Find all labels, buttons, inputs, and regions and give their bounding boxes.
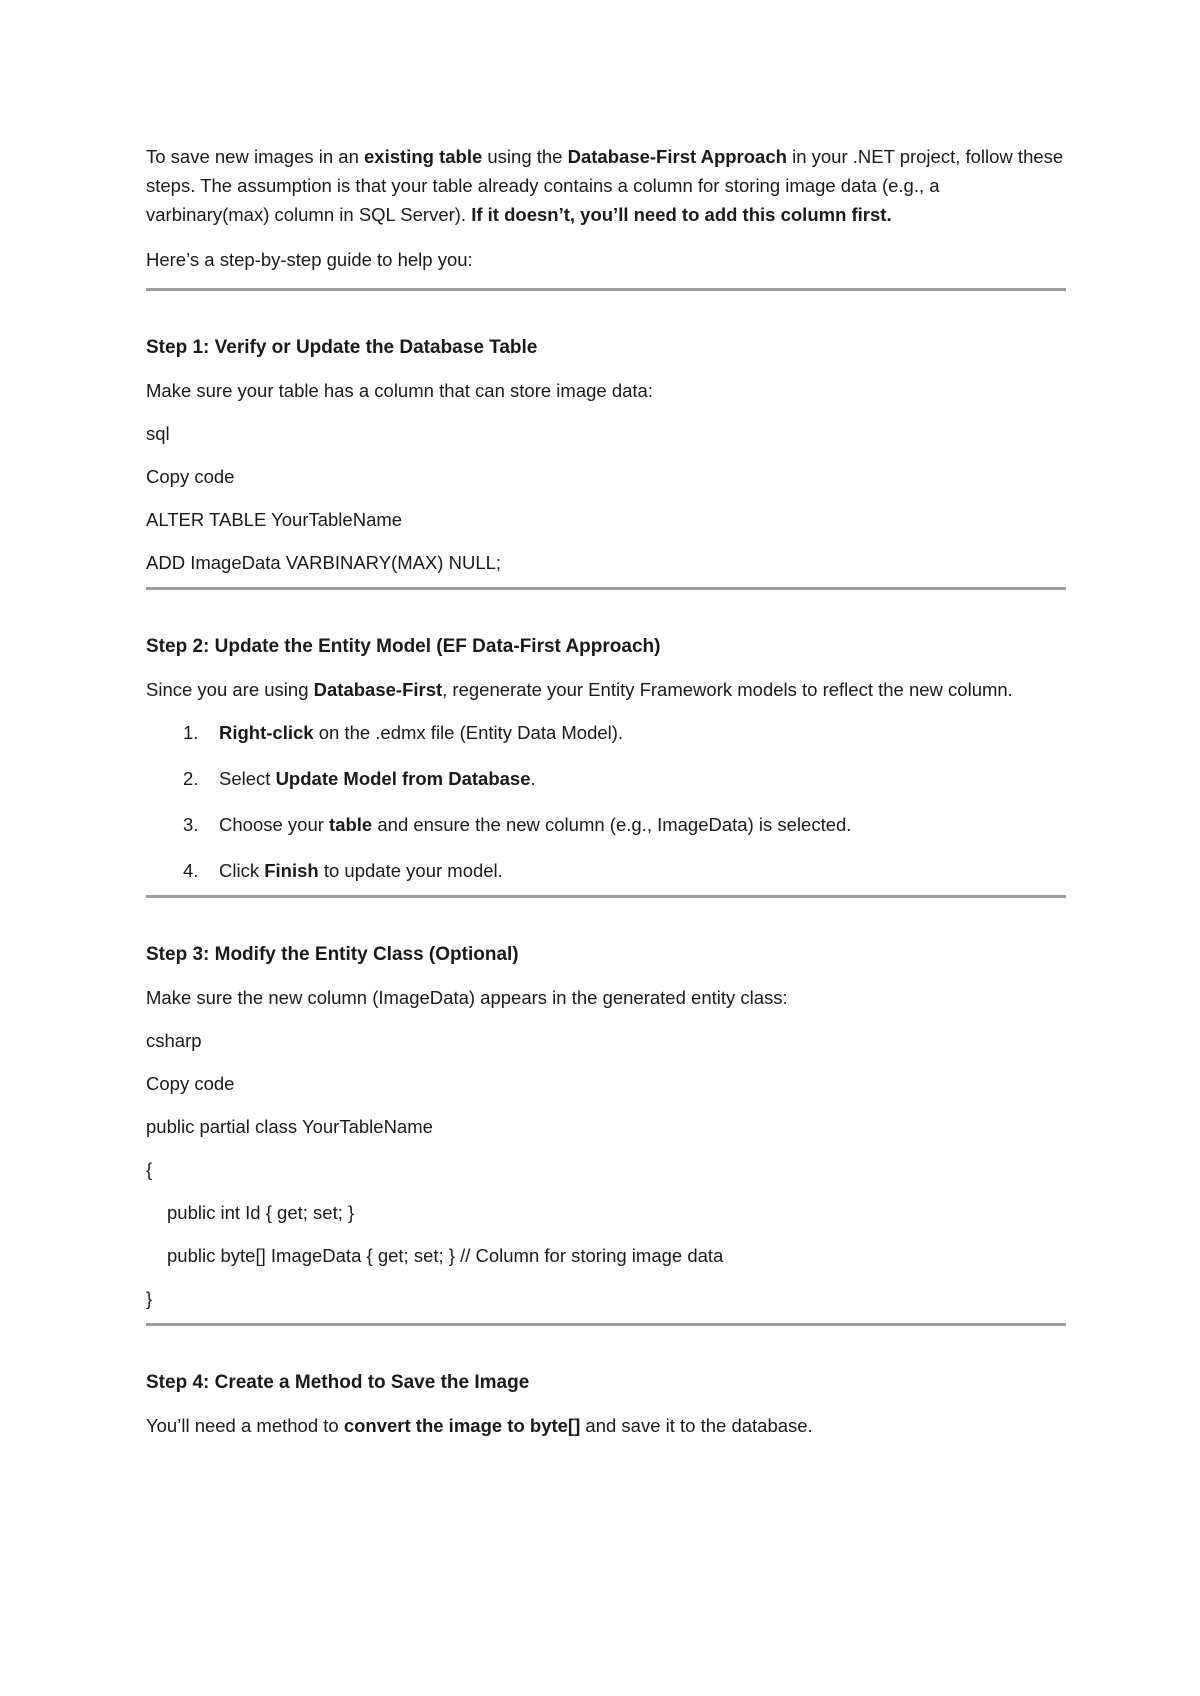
step4-description (146, 1411, 1066, 1440)
list-item-text: . (530, 768, 536, 789)
step2-text: , regenerate your Entity Framework models to reflect the new column. (442, 679, 1013, 700)
step4-bold-convert: convert the image to byte[] (343, 1415, 581, 1436)
step3-code-line: } (146, 1288, 153, 1309)
list-item (146, 810, 1066, 839)
intro-paragraph (146, 142, 1066, 229)
list-item (146, 718, 1066, 747)
list-item-text: Choose your (219, 814, 330, 835)
list-item-bold: Right-click (219, 722, 314, 743)
step2-bold-database-first: Database-First (313, 679, 443, 700)
step4-text: and save it to the database. (580, 1415, 813, 1436)
step3-code-line: public int Id { get; set; } (167, 1202, 355, 1223)
list-item (146, 856, 1066, 885)
section-divider (146, 895, 1066, 898)
step3-code-line: { (146, 1159, 153, 1180)
document-body (146, 142, 1066, 1456)
step1-copy-code[interactable]: Copy code (146, 466, 235, 487)
list-item-text: Select (219, 768, 276, 789)
step4-heading: Step 4: Create a Method to Save the Image (146, 1372, 530, 1393)
list-item-text: on the .edmx file (Entity Data Model). (313, 722, 624, 743)
step3-copy-code[interactable]: Copy code (146, 1073, 235, 1094)
step3-code-language: csharp (146, 1030, 202, 1051)
step3-heading: Step 3: Modify the Entity Class (Optional) (146, 944, 519, 965)
step2-description (146, 675, 1066, 704)
step3-code-line: public partial class YourTableName (146, 1116, 433, 1137)
list-item-number: 3. (183, 814, 199, 835)
list-item-bold: table (329, 814, 373, 835)
list-item-text: to update your model. (318, 860, 503, 881)
intro-bold-database-first: Database-First Approach (567, 146, 787, 167)
step3-description: Make sure the new column (ImageData) appears in the generated entity class: (146, 987, 788, 1008)
step4-text: You’ll need a method to (146, 1415, 344, 1436)
step2-text: Since you are using (146, 679, 314, 700)
section-divider (146, 587, 1066, 590)
intro-text: To save new images in an (146, 146, 365, 167)
list-item-bold: Update Model from Database (275, 768, 531, 789)
list-item-number: 1. (183, 722, 199, 743)
intro-text: using the (482, 146, 568, 167)
list-item-text: Click (219, 860, 265, 881)
step1-heading: Step 1: Verify or Update the Database Table (146, 337, 538, 358)
intro-bold-existing-table: existing table (364, 146, 483, 167)
section-divider (146, 288, 1066, 291)
section-divider (146, 1323, 1066, 1326)
list-item-number: 2. (183, 768, 199, 789)
step2-heading: Step 2: Update the Entity Model (EF Data-First Approach) (146, 636, 661, 657)
step1-code-language: sql (146, 423, 170, 444)
list-item-text: and ensure the new column (e.g., ImageData) is selected. (372, 814, 852, 835)
intro-bold-note: If it doesn’t, you’ll need to add this column first. (471, 204, 892, 225)
step1-description: Make sure your table has a column that can store image data: (146, 380, 653, 401)
list-item-bold: Finish (264, 860, 319, 881)
step2-list (146, 718, 1066, 885)
list-item-number: 4. (183, 860, 199, 881)
intro-text: in your .NET project, follow these steps. The assumption is that your table already contains a column for storing image data (e.g., a varbinary(max) column in SQL Server). (146, 146, 1064, 225)
list-item (146, 764, 1066, 793)
intro-guide-line: Here’s a step-by-step guide to help you: (146, 249, 473, 270)
step1-code-line: ALTER TABLE YourTableName (146, 509, 403, 530)
step3-code-line: public byte[] ImageData { get; set; } // Column for storing image data (167, 1245, 724, 1266)
step1-code-line: ADD ImageData VARBINARY(MAX) NULL; (146, 552, 502, 573)
